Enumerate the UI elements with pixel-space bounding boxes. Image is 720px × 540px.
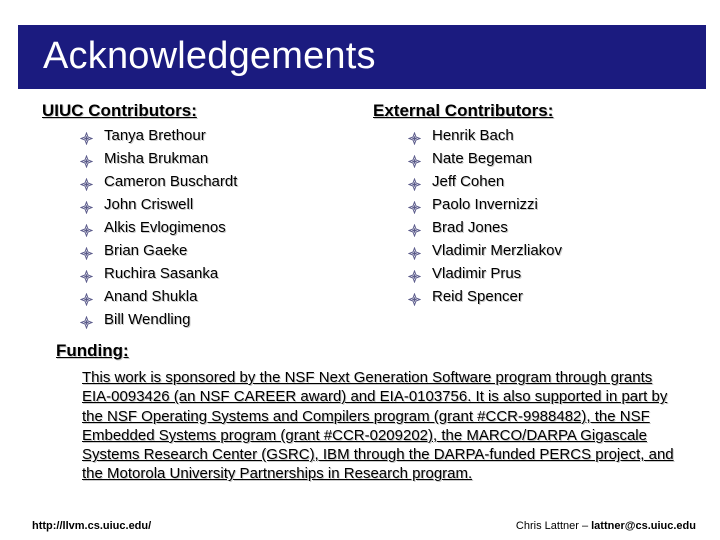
contributor-name: Tanya Brethour <box>104 127 206 144</box>
contributor-name: Alkis Evlogimenos <box>104 219 226 236</box>
contributor-name: Cameron Buschardt <box>104 173 238 190</box>
diamond-bullet-icon <box>80 221 93 234</box>
footer-url[interactable]: http://llvm.cs.uiuc.edu/ <box>32 520 152 532</box>
contributor-name: John Criswell <box>104 196 194 213</box>
contributor-item <box>408 285 562 308</box>
contributor-item <box>408 216 562 239</box>
contributor-item <box>80 308 237 331</box>
contributor-item <box>408 124 562 147</box>
contributor-name: Reid Spencer <box>432 288 523 305</box>
diamond-bullet-icon <box>408 198 421 211</box>
contributor-name: Vladimir Prus <box>432 265 522 282</box>
diamond-bullet-icon <box>80 175 93 188</box>
contributor-name: Bill Wendling <box>104 311 191 328</box>
contributor-name: Vladimir Merzliakov <box>432 242 563 259</box>
diamond-bullet-icon <box>408 152 421 165</box>
uiuc-contributor-list <box>80 124 237 331</box>
diamond-bullet-icon <box>80 290 93 303</box>
diamond-bullet-icon <box>80 198 93 211</box>
contributor-item <box>80 147 237 170</box>
contributor-item <box>408 262 562 285</box>
diamond-bullet-icon <box>408 175 421 188</box>
contributor-name: Jeff Cohen <box>432 173 505 190</box>
footer-author: Chris Lattner – <box>515 520 592 532</box>
funding-heading: Funding: <box>56 341 129 360</box>
contributor-item <box>80 124 237 147</box>
contributor-name: Brian Gaeke <box>104 242 188 259</box>
contributor-name: Misha Brukman <box>104 150 209 167</box>
diamond-bullet-icon <box>408 221 421 234</box>
diamond-bullet-icon <box>408 244 421 257</box>
contributor-name: Brad Jones <box>432 219 508 236</box>
external-contributor-list <box>408 124 562 308</box>
diamond-bullet-icon <box>80 152 93 165</box>
contributor-item <box>408 147 562 170</box>
slide-title: Acknowledgements <box>43 35 376 77</box>
diamond-bullet-icon <box>408 267 421 280</box>
contributor-item <box>80 170 237 193</box>
contributor-name: Henrik Bach <box>432 127 514 144</box>
funding-text: This work is sponsored by the NSF Next Generation Software program through grants EIA-0093426 (an NSF CAREER award) and EIA-0103756. It is also supported in part by the NSF Operating Systems and Compilers program (grant #CCR-9988482), the NSF Embedded Systems program (grant #CCR-0209202), the MARCO/DARPA Gigascale Systems Research Center (GSRC), IBM through the DARPA-funded PERCS project, and the Motorola University Partnerships in Research program. <box>82 369 674 483</box>
contributor-item <box>80 262 237 285</box>
contributor-item <box>408 193 562 216</box>
uiuc-heading: UIUC Contributors: <box>42 101 197 120</box>
contributor-item <box>80 285 237 308</box>
footer-credit <box>516 520 696 532</box>
contributor-name: Ruchira Sasanka <box>104 265 219 282</box>
diamond-bullet-icon <box>80 129 93 142</box>
contributor-item <box>408 170 562 193</box>
diamond-bullet-icon <box>80 313 93 326</box>
contributor-name: Paolo Invernizzi <box>432 196 538 213</box>
contributor-name: Nate Begeman <box>432 150 533 167</box>
title-bar <box>18 25 706 89</box>
contributor-item <box>80 216 237 239</box>
footer-email[interactable]: lattner@cs.uiuc.edu <box>591 520 696 532</box>
contributor-item <box>80 193 237 216</box>
contributor-name: Anand Shukla <box>104 288 198 305</box>
diamond-bullet-icon <box>80 267 93 280</box>
external-heading: External Contributors: <box>373 101 554 120</box>
contributor-item <box>408 239 562 262</box>
diamond-bullet-icon <box>408 129 421 142</box>
diamond-bullet-icon <box>408 290 421 303</box>
contributor-item <box>80 239 237 262</box>
diamond-bullet-icon <box>80 244 93 257</box>
